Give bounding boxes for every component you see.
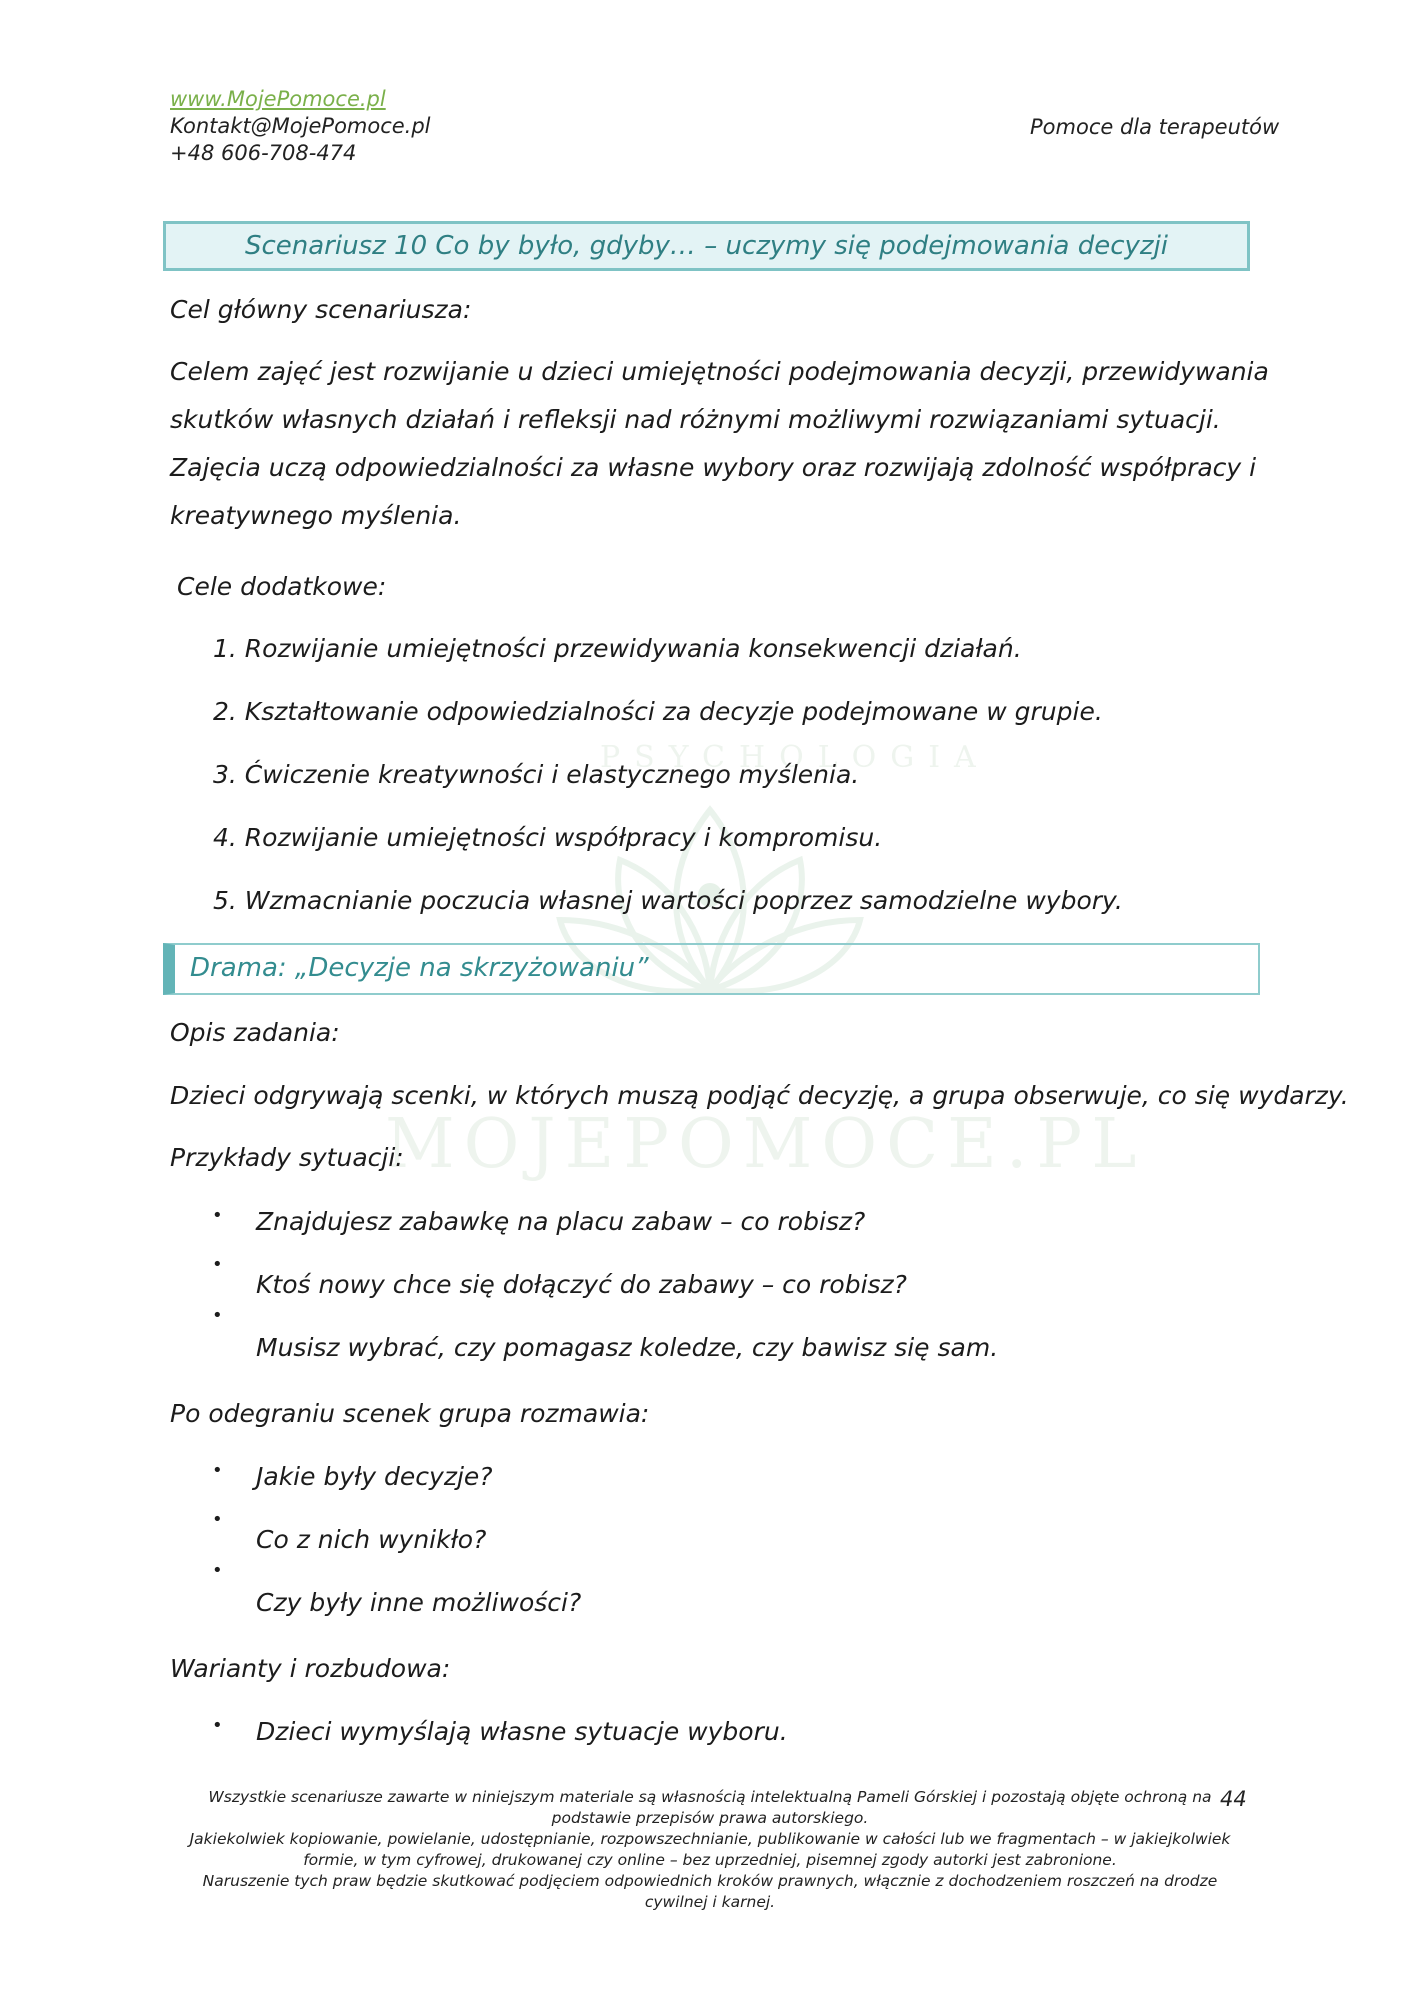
task-heading: Opis zadania: <box>170 1018 340 1047</box>
bullet-icon: • <box>212 1509 223 1530</box>
bullet-icon: • <box>212 1254 223 1275</box>
list-item: Czy były inne możliwości? <box>256 1588 582 1617</box>
section-title: Drama: „Decyzje na skrzyżowaniu” <box>163 943 1260 995</box>
main-goal-paragraph <box>170 348 1269 540</box>
additional-goals-list <box>213 632 1123 947</box>
main-goal-heading: Cel główny scenariusza: <box>170 295 472 324</box>
footer-line: Wszystkie scenariusze zawarte w niniejszym materiale są własnością intelektualną Pameli Górskiej i pozostają objęte ochroną na <box>208 1788 1212 1806</box>
list-item: 4. Rozwijanie umiejętności współpracy i kompromisu. <box>213 823 883 852</box>
footer-line: Jakiekolwiek kopiowanie, powielanie, udostępnianie, rozpowszechnianie, publikowanie w całości lub we fragmentach – w jakiejkolwiek <box>189 1830 1231 1848</box>
list-item: 2. Kształtowanie odpowiedzialności za decyzje podejmowane w grupie. <box>213 697 1103 726</box>
watermark-arc-text: PSYCHOLOGIA <box>600 740 990 775</box>
examples-heading: Przykłady sytuacji: <box>170 1143 404 1172</box>
website-link[interactable]: www.MojePomoce.pl <box>170 87 386 111</box>
footer-line: Naruszenie tych praw będzie skutkować podjęciem odpowiednich kroków prawnych, włącznie z dochodzeniem roszczeń na drodze <box>202 1872 1218 1890</box>
list-item: 5. Wzmacnianie poczucia własnej wartości poprzez samodzielne wybory. <box>213 886 1123 915</box>
email-text: Kontakt@MojePomoce.pl <box>170 114 431 138</box>
footer-line: podstawie przepisów prawa autorskiego. <box>551 1809 869 1827</box>
discussion-heading: Po odegraniu scenek grupa rozmawia: <box>170 1399 650 1428</box>
additional-goals-heading: Cele dodatkowe: <box>177 572 387 601</box>
variants-heading: Warianty i rozbudowa: <box>170 1654 451 1683</box>
phone-text: +48 606-708-474 <box>170 141 357 165</box>
list-item: Co z nich wynikło? <box>256 1525 487 1554</box>
list-item: Ktoś nowy chce się dołączyć do zabawy – co robisz? <box>256 1270 907 1299</box>
paragraph-line: Zajęcia uczą odpowiedzialności za własne wybory oraz rozwijają zdolność współpracy i <box>170 453 1257 482</box>
list-item: Jakie były decyzje? <box>256 1462 493 1491</box>
bullet-icon: • <box>212 1305 223 1326</box>
page-title: Scenariusz 10 Co by było, gdyby… – uczymy się podejmowania decyzji <box>163 221 1250 271</box>
bullet-icon: • <box>212 1560 223 1581</box>
list-item: Musisz wybrać, czy pomagasz koledze, czy bawisz się sam. <box>256 1333 999 1362</box>
footer-line: cywilnej i karnej. <box>644 1893 776 1911</box>
watermark-brand: MOJEPOMOCE.PL <box>385 1105 1146 1184</box>
paragraph-line: kreatywnego myślenia. <box>170 501 462 530</box>
list-item: Dzieci wymyślają własne sytuacje wyboru. <box>256 1717 788 1746</box>
header-right-label: Pomoce dla terapeutów <box>1030 115 1280 139</box>
paragraph-line: Celem zajęć jest rozwijanie u dzieci umiejętności podejmowania decyzji, przewidywania <box>170 357 1269 386</box>
bullet-icon: • <box>212 1715 223 1736</box>
bullet-icon: • <box>212 1205 223 1226</box>
footer-copyright <box>150 1787 1270 1913</box>
header-contact <box>170 86 431 167</box>
footer-line: formie, w tym cyfrowej, drukowanej czy online – bez uprzedniej, pisemnej zgody autorki jest zabronione. <box>303 1851 1117 1869</box>
task-text: Dzieci odgrywają scenki, w których muszą podjąć decyzję, a grupa obserwuje, co się wydarzy. <box>170 1081 1349 1110</box>
bullet-icon: • <box>212 1460 223 1481</box>
list-item: 3. Ćwiczenie kreatywności i elastycznego myślenia. <box>213 760 860 789</box>
list-item: 1. Rozwijanie umiejętności przewidywania konsekwencji działań. <box>213 634 1022 663</box>
page-number: 44 <box>1220 1787 1247 1811</box>
paragraph-line: skutków własnych działań i refleksji nad różnymi możliwymi rozwiązaniami sytuacji. <box>170 405 1221 434</box>
list-item: Znajdujesz zabawkę na placu zabaw – co robisz? <box>256 1207 866 1236</box>
